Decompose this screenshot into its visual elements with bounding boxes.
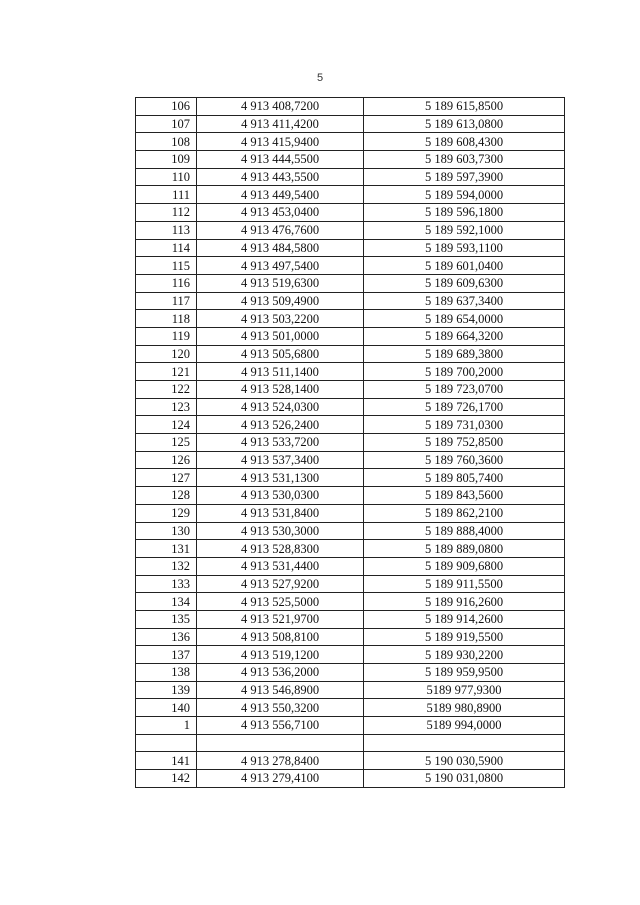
point-number-cell: 141 bbox=[136, 752, 197, 770]
table-row bbox=[136, 681, 565, 699]
x-coordinate-cell: 4 913 537,3400 bbox=[197, 451, 364, 469]
table-row bbox=[136, 98, 565, 116]
table-row bbox=[136, 770, 565, 788]
y-coordinate-cell: 5 189 609,6300 bbox=[364, 274, 565, 292]
x-coordinate-cell: 4 913 484,5800 bbox=[197, 239, 364, 257]
x-coordinate-cell: 4 913 530,0300 bbox=[197, 487, 364, 505]
point-number-cell bbox=[136, 734, 197, 752]
point-number-cell: 118 bbox=[136, 310, 197, 328]
table-row bbox=[136, 752, 565, 770]
y-coordinate-cell: 5 189 637,3400 bbox=[364, 292, 565, 310]
point-number-cell: 137 bbox=[136, 646, 197, 664]
table-row bbox=[136, 593, 565, 611]
y-coordinate-cell: 5 189 689,3800 bbox=[364, 345, 565, 363]
y-coordinate-cell: 5 189 593,1100 bbox=[364, 239, 565, 257]
point-number-cell: 128 bbox=[136, 487, 197, 505]
table-row bbox=[136, 646, 565, 664]
y-coordinate-cell: 5 189 726,1700 bbox=[364, 398, 565, 416]
point-number-cell: 132 bbox=[136, 557, 197, 575]
table-row bbox=[136, 310, 565, 328]
x-coordinate-cell: 4 913 546,8900 bbox=[197, 681, 364, 699]
table-row bbox=[136, 416, 565, 434]
y-coordinate-cell: 5189 977,9300 bbox=[364, 681, 565, 699]
point-number-cell: 113 bbox=[136, 221, 197, 239]
table-row bbox=[136, 557, 565, 575]
x-coordinate-cell: 4 913 528,8300 bbox=[197, 540, 364, 558]
x-coordinate-cell: 4 913 524,0300 bbox=[197, 398, 364, 416]
y-coordinate-cell: 5 189 700,2000 bbox=[364, 363, 565, 381]
x-coordinate-cell: 4 913 408,7200 bbox=[197, 98, 364, 116]
y-coordinate-cell: 5 189 601,0400 bbox=[364, 257, 565, 275]
x-coordinate-cell: 4 913 508,8100 bbox=[197, 628, 364, 646]
table-row bbox=[136, 239, 565, 257]
x-coordinate-cell: 4 913 443,5500 bbox=[197, 168, 364, 186]
y-coordinate-cell: 5 189 919,5500 bbox=[364, 628, 565, 646]
table-row bbox=[136, 115, 565, 133]
point-number-cell: 133 bbox=[136, 575, 197, 593]
point-number-cell: 120 bbox=[136, 345, 197, 363]
table-row bbox=[136, 487, 565, 505]
table-row bbox=[136, 257, 565, 275]
x-coordinate-cell: 4 913 476,7600 bbox=[197, 221, 364, 239]
table-row bbox=[136, 434, 565, 452]
table-row bbox=[136, 451, 565, 469]
x-coordinate-cell: 4 913 533,7200 bbox=[197, 434, 364, 452]
x-coordinate-cell: 4 913 531,1300 bbox=[197, 469, 364, 487]
point-number-cell: 121 bbox=[136, 363, 197, 381]
y-coordinate-cell: 5 189 592,1000 bbox=[364, 221, 565, 239]
x-coordinate-cell: 4 913 411,4200 bbox=[197, 115, 364, 133]
x-coordinate-cell: 4 913 501,0000 bbox=[197, 327, 364, 345]
point-number-cell: 112 bbox=[136, 204, 197, 222]
table-row bbox=[136, 151, 565, 169]
table-row bbox=[136, 717, 565, 735]
point-number-cell: 115 bbox=[136, 257, 197, 275]
point-number-cell: 136 bbox=[136, 628, 197, 646]
y-coordinate-cell: 5 189 723,0700 bbox=[364, 381, 565, 399]
point-number-cell: 123 bbox=[136, 398, 197, 416]
table-row bbox=[136, 221, 565, 239]
y-coordinate-cell: 5 190 030,5900 bbox=[364, 752, 565, 770]
point-number-cell: 109 bbox=[136, 151, 197, 169]
y-coordinate-cell: 5 189 914,2600 bbox=[364, 610, 565, 628]
table-row bbox=[136, 168, 565, 186]
y-coordinate-cell: 5 189 608,4300 bbox=[364, 133, 565, 151]
table-row bbox=[136, 292, 565, 310]
y-coordinate-cell: 5 189 596,1800 bbox=[364, 204, 565, 222]
x-coordinate-cell: 4 913 527,9200 bbox=[197, 575, 364, 593]
point-number-cell: 138 bbox=[136, 664, 197, 682]
point-number-cell: 140 bbox=[136, 699, 197, 717]
point-number-cell: 134 bbox=[136, 593, 197, 611]
x-coordinate-cell: 4 913 444,5500 bbox=[197, 151, 364, 169]
x-coordinate-cell: 4 913 511,1400 bbox=[197, 363, 364, 381]
y-coordinate-cell: 5 189 959,9500 bbox=[364, 664, 565, 682]
point-number-cell: 110 bbox=[136, 168, 197, 186]
table-row bbox=[136, 363, 565, 381]
point-number-cell: 139 bbox=[136, 681, 197, 699]
y-coordinate-cell: 5 189 615,8500 bbox=[364, 98, 565, 116]
coordinates-table bbox=[135, 97, 565, 788]
point-number-cell: 106 bbox=[136, 98, 197, 116]
x-coordinate-cell: 4 913 519,6300 bbox=[197, 274, 364, 292]
point-number-cell: 124 bbox=[136, 416, 197, 434]
x-coordinate-cell: 4 913 449,5400 bbox=[197, 186, 364, 204]
y-coordinate-cell: 5 189 603,7300 bbox=[364, 151, 565, 169]
x-coordinate-cell: 4 913 526,2400 bbox=[197, 416, 364, 434]
point-number-cell: 114 bbox=[136, 239, 197, 257]
y-coordinate-cell: 5 189 752,8500 bbox=[364, 434, 565, 452]
x-coordinate-cell: 4 913 531,4400 bbox=[197, 557, 364, 575]
x-coordinate-cell: 4 913 536,2000 bbox=[197, 664, 364, 682]
x-coordinate-cell: 4 913 525,5000 bbox=[197, 593, 364, 611]
y-coordinate-cell: 5 189 930,2200 bbox=[364, 646, 565, 664]
x-coordinate-cell: 4 913 530,3000 bbox=[197, 522, 364, 540]
x-coordinate-cell: 4 913 415,9400 bbox=[197, 133, 364, 151]
table-row bbox=[136, 664, 565, 682]
point-number-cell: 111 bbox=[136, 186, 197, 204]
point-number-cell: 125 bbox=[136, 434, 197, 452]
table-row bbox=[136, 469, 565, 487]
table-row bbox=[136, 504, 565, 522]
table-row bbox=[136, 398, 565, 416]
table-row bbox=[136, 381, 565, 399]
point-number-cell: 142 bbox=[136, 770, 197, 788]
y-coordinate-cell: 5 189 731,0300 bbox=[364, 416, 565, 434]
point-number-cell: 135 bbox=[136, 610, 197, 628]
point-number-cell: 126 bbox=[136, 451, 197, 469]
y-coordinate-cell: 5189 994,0000 bbox=[364, 717, 565, 735]
y-coordinate-cell: 5 189 889,0800 bbox=[364, 540, 565, 558]
table-row bbox=[136, 274, 565, 292]
x-coordinate-cell: 4 913 550,3200 bbox=[197, 699, 364, 717]
x-coordinate-cell: 4 913 279,4100 bbox=[197, 770, 364, 788]
y-coordinate-cell: 5 190 031,0800 bbox=[364, 770, 565, 788]
point-number-cell: 1 bbox=[136, 717, 197, 735]
table-row bbox=[136, 540, 565, 558]
x-coordinate-cell: 4 913 497,5400 bbox=[197, 257, 364, 275]
y-coordinate-cell: 5189 980,8900 bbox=[364, 699, 565, 717]
x-coordinate-cell bbox=[197, 734, 364, 752]
x-coordinate-cell: 4 913 453,0400 bbox=[197, 204, 364, 222]
y-coordinate-cell: 5 189 805,7400 bbox=[364, 469, 565, 487]
blank-row bbox=[136, 734, 565, 752]
page-number: 5 bbox=[316, 72, 324, 84]
y-coordinate-cell: 5 189 843,5600 bbox=[364, 487, 565, 505]
table-row bbox=[136, 345, 565, 363]
y-coordinate-cell: 5 189 597,3900 bbox=[364, 168, 565, 186]
table-row bbox=[136, 204, 565, 222]
point-number-cell: 116 bbox=[136, 274, 197, 292]
table-row bbox=[136, 133, 565, 151]
y-coordinate-cell: 5 189 916,2600 bbox=[364, 593, 565, 611]
point-number-cell: 130 bbox=[136, 522, 197, 540]
point-number-cell: 119 bbox=[136, 327, 197, 345]
x-coordinate-cell: 4 913 521,9700 bbox=[197, 610, 364, 628]
point-number-cell: 129 bbox=[136, 504, 197, 522]
y-coordinate-cell: 5 189 888,4000 bbox=[364, 522, 565, 540]
x-coordinate-cell: 4 913 505,6800 bbox=[197, 345, 364, 363]
point-number-cell: 131 bbox=[136, 540, 197, 558]
coordinates-table-body bbox=[136, 98, 565, 788]
point-number-cell: 117 bbox=[136, 292, 197, 310]
x-coordinate-cell: 4 913 531,8400 bbox=[197, 504, 364, 522]
y-coordinate-cell: 5 189 909,6800 bbox=[364, 557, 565, 575]
y-coordinate-cell: 5 189 911,5500 bbox=[364, 575, 565, 593]
y-coordinate-cell: 5 189 862,2100 bbox=[364, 504, 565, 522]
x-coordinate-cell: 4 913 519,1200 bbox=[197, 646, 364, 664]
x-coordinate-cell: 4 913 509,4900 bbox=[197, 292, 364, 310]
table-row bbox=[136, 699, 565, 717]
x-coordinate-cell: 4 913 503,2200 bbox=[197, 310, 364, 328]
table-row bbox=[136, 610, 565, 628]
point-number-cell: 127 bbox=[136, 469, 197, 487]
table-row bbox=[136, 575, 565, 593]
table-row bbox=[136, 628, 565, 646]
y-coordinate-cell: 5 189 654,0000 bbox=[364, 310, 565, 328]
x-coordinate-cell: 4 913 278,8400 bbox=[197, 752, 364, 770]
point-number-cell: 122 bbox=[136, 381, 197, 399]
table-row bbox=[136, 522, 565, 540]
x-coordinate-cell: 4 913 556,7100 bbox=[197, 717, 364, 735]
x-coordinate-cell: 4 913 528,1400 bbox=[197, 381, 364, 399]
y-coordinate-cell: 5 189 594,0000 bbox=[364, 186, 565, 204]
y-coordinate-cell: 5 189 613,0800 bbox=[364, 115, 565, 133]
table-row bbox=[136, 186, 565, 204]
table-row bbox=[136, 327, 565, 345]
y-coordinate-cell: 5 189 760,3600 bbox=[364, 451, 565, 469]
y-coordinate-cell bbox=[364, 734, 565, 752]
point-number-cell: 107 bbox=[136, 115, 197, 133]
point-number-cell: 108 bbox=[136, 133, 197, 151]
y-coordinate-cell: 5 189 664,3200 bbox=[364, 327, 565, 345]
